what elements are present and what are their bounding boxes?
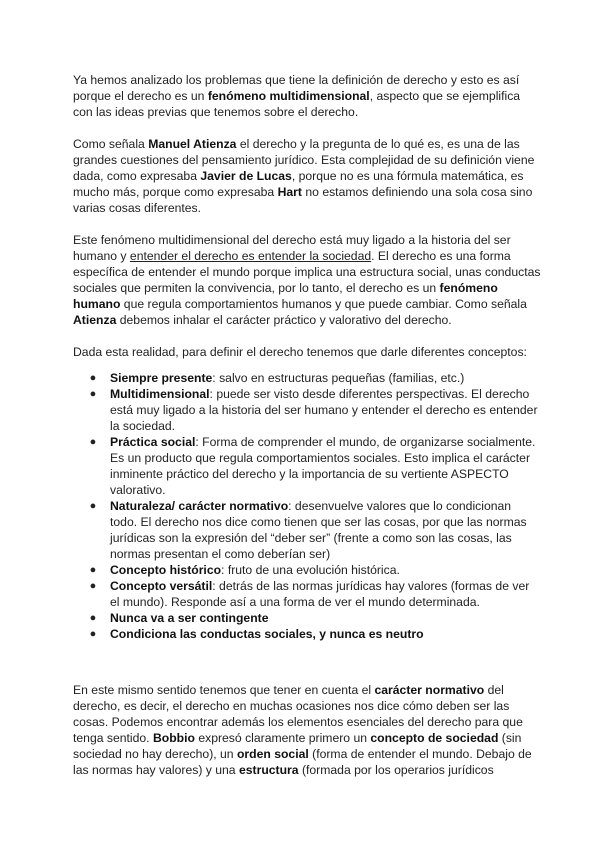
text-run: debemos inhalar el carácter práctico y valorativo del derecho. <box>116 313 452 327</box>
paragraph-5 <box>73 682 541 778</box>
text-run: del derecho, es decir, el derecho en muchas ocasiones nos dice cómo deben ser las cosas. Podemos encontrar además los elementos esenciales del derecho para que tenga sentido. <box>73 683 523 745</box>
list-item <box>89 610 541 626</box>
bullet-icon: ● <box>89 388 97 400</box>
list-item-term: Siempre presente <box>110 371 213 385</box>
list-item-text: : puede ser visto desde diferentes perspectivas. El derecho está muy ligado a la historia del ser humano y entender el derecho es entender la sociedad. <box>110 387 538 433</box>
text-run: Como señala <box>73 137 149 151</box>
bold-term: fenómeno multidimensional <box>207 89 370 103</box>
list-item-term: Práctica social <box>110 435 196 449</box>
text-run: , porque no es una fórmula matemática, es mucho más, porque como expresaba <box>73 169 524 199</box>
bold-term: Manuel Atienza <box>148 137 237 151</box>
list-item-term: Naturaleza/ carácter normativo <box>110 499 289 513</box>
paragraph-3 <box>73 232 541 328</box>
text-run: (sin sociedad no hay derecho), un <box>73 731 522 761</box>
list-item-term: Concepto versátil <box>110 579 213 593</box>
list-item-text: : fruto de una evolución histórica. <box>221 563 400 577</box>
list-item-text: : desenvuelve valores que lo condicionan todo. El derecho nos dice como tienen que ser las cosas, por que las normas jurídicas son la expresión del “deber ser” (frente a como son las cosas, las normas presentan el como deberían ser) <box>110 499 527 561</box>
text-run: Dada esta realidad, para definir el derecho tenemos que darle diferentes conceptos: <box>73 345 527 359</box>
bold-term: carácter normativo <box>374 683 485 697</box>
bullet-icon: ● <box>89 436 97 448</box>
paragraph-4 <box>73 344 541 360</box>
paragraph-1 <box>73 72 541 120</box>
list-item <box>89 578 541 610</box>
bold-term: fenómeno humano <box>73 281 498 311</box>
document-body <box>73 72 541 794</box>
bold-term: concepto de sociedad <box>370 731 499 745</box>
list-item-text: : Forma de comprender el mundo, de organizarse socialmente. Es un producto que regula comportamientos sociales. Esto implica el carácter inminente práctico del derecho y la importancia de su vertiente ASPECTO valorativo. <box>110 435 536 497</box>
bullet-icon: ● <box>89 564 97 576</box>
text-run: , aspecto que se ejemplifica con las ideas previas que tenemos sobre el derecho. <box>73 89 521 119</box>
list-item <box>89 370 541 386</box>
bullet-icon: ● <box>89 628 97 640</box>
text-run: Ya hemos analizado los problemas que tiene la definición de derecho y esto es así porque el derecho es un <box>73 73 520 103</box>
text-run: el derecho y la pregunta de lo qué es, es una de las grandes cuestiones del pensamiento jurídico. Esta complejidad de su definición viene dada, como expresaba <box>73 137 535 183</box>
bullet-icon: ● <box>89 500 97 512</box>
bold-term: Atienza <box>73 313 117 327</box>
text-run: no estamos definiendo una sola cosa sino varias cosas diferentes. <box>73 185 533 215</box>
bold-term: orden social <box>236 747 309 761</box>
text-run: Este fenómeno multidimensional del derecho está muy ligado a la historia del ser humano y <box>73 233 511 263</box>
underlined-phrase: entender el derecho es entender la sociedad <box>129 249 372 263</box>
bold-term: Hart <box>277 185 302 199</box>
list-item <box>89 386 541 434</box>
text-run: (forma de entender el mundo. Debajo de las normas hay valores) y una <box>73 747 532 777</box>
list-item-term: Multidimensional <box>110 387 210 401</box>
list-item-term: Nunca va a ser contingente <box>110 611 269 625</box>
bullet-icon: ● <box>89 580 97 592</box>
list-item-text: : detrás de las normas jurídicas hay valores (formas de ver el mundo). Responde así a una forma de ver el mundo determinada. <box>110 579 530 609</box>
list-item-term: Concepto histórico <box>110 563 222 577</box>
paragraph-2 <box>73 136 541 216</box>
bullet-icon: ● <box>89 372 97 384</box>
list-item <box>89 498 541 562</box>
list-item <box>89 562 541 578</box>
bold-term: Bobbio <box>152 731 195 745</box>
list-item-text: : salvo en estructuras pequeñas (familias, etc.) <box>212 371 465 385</box>
text-run: que regula comportamientos humanos y que puede cambiar. Como señala <box>120 297 527 311</box>
text-run: expresó claramente primero un <box>194 731 371 745</box>
spacer <box>73 642 541 682</box>
list-item <box>89 626 541 642</box>
bold-term: Javier de Lucas <box>200 169 292 183</box>
text-run: (formada por los operarios jurídicos <box>298 763 494 777</box>
text-run: En este mismo sentido tenemos que tener en cuenta el <box>73 683 375 697</box>
list-item <box>89 434 541 498</box>
concepts-list <box>73 370 541 642</box>
bold-term: estructura <box>238 763 299 777</box>
bullet-icon: ● <box>89 612 97 624</box>
text-run: . El derecho es una forma específica de entender el mundo porque implica una estructura social, unas conductas sociales que permiten la convivencia, por lo tanto, el derecho es un <box>73 249 541 295</box>
list-item-term: Condiciona las conductas sociales, y nunca es neutro <box>110 627 424 641</box>
